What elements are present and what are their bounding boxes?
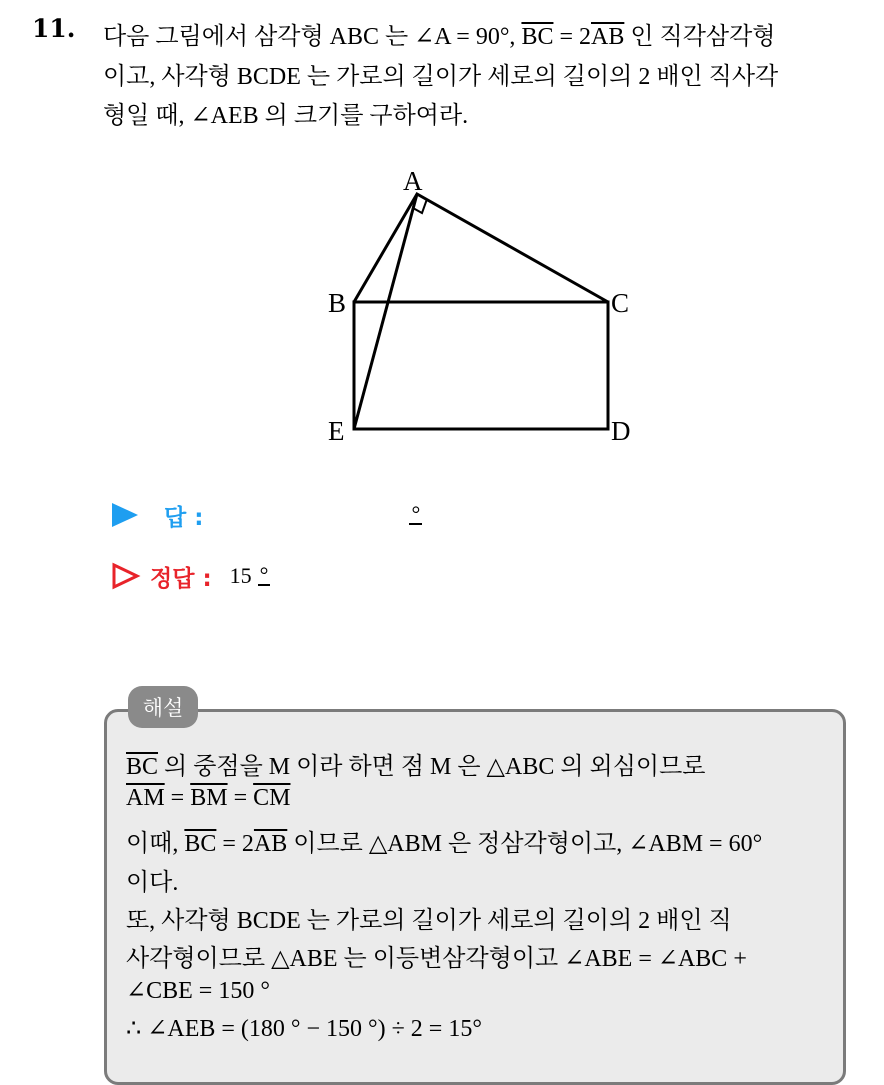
answer-label: 답 :: [164, 504, 204, 531]
segment-bc: $\overline{BC}$: [521, 24, 554, 50]
explanation-text: =: [227, 785, 254, 811]
label-e: E: [328, 416, 345, 446]
explanation-line-8: ∴ ∠AEB = (180 ° − 150 °) ÷ 2 = 15°: [126, 1016, 482, 1042]
label-a: A: [403, 166, 423, 196]
explanation-tab: 해설: [128, 686, 198, 728]
explanation-line-4: 이다.: [126, 870, 179, 896]
problem-line-1: [103, 16, 775, 51]
answer-unit: °: [411, 501, 421, 526]
explanation-line-7: ∠CBE = 150 °: [126, 978, 270, 1004]
play-triangle-filled-icon: [110, 500, 142, 530]
problem-line-3: 형일 때, ∠AEB 의 크기를 구하여라.: [103, 103, 469, 129]
explanation-text: 이므로 △ABM 은 정삼각형이고, ∠ABM = 60°: [287, 831, 763, 857]
label-b: B: [328, 288, 347, 318]
segment-ab: $\overline{AB}$: [591, 24, 625, 50]
solution-value: 15: [229, 563, 252, 588]
segment-ab: $\overline{AB}$: [253, 831, 288, 857]
play-triangle-outline-icon: [110, 561, 142, 591]
problem-text: 인 직각삼각형: [624, 24, 776, 50]
explanation-line-5: 또, 사각형 BCDE 는 가로의 길이가 세로의 길이의 2 배인 직: [126, 908, 732, 934]
segment-bc: $\overline{BC}$: [184, 831, 217, 857]
label-c: C: [611, 288, 630, 318]
segment-am: $\overline{AM}$: [126, 785, 165, 811]
explanation-text: = 2: [216, 831, 254, 857]
segment-bc: $\overline{BC}$: [126, 754, 159, 780]
segment-bm: $\overline{BM}$: [190, 785, 228, 811]
label-d: D: [611, 416, 631, 446]
problem-text: 다음 그림에서 삼각형 ABC 는 ∠A = 90°,: [103, 24, 522, 50]
question-number: 11.: [32, 14, 76, 43]
explanation-line-3: [126, 823, 762, 858]
problem-text: = 2: [553, 24, 591, 50]
solution-unit: °: [259, 562, 269, 587]
solution-label: 정답 :: [150, 565, 212, 592]
explanation-text: 의 중점을 M 이라 하면 점 M 은 △ABC 의 외심이므로: [158, 754, 706, 780]
explanation-line-6: 사각형이므로 △ABE 는 이등변삼각형이고 ∠ABE = ∠ABC +: [126, 946, 747, 972]
rectangle-bcde: [354, 302, 608, 429]
problem-line-2: 이고, 사각형 BCDE 는 가로의 길이가 세로의 길이의 2 배인 직사각: [103, 64, 779, 90]
explanation-text: =: [164, 785, 191, 811]
geometry-figure: [0, 150, 884, 450]
explanation-line-2: [126, 785, 290, 812]
answer-row: [110, 497, 422, 533]
explanation-line-1: [126, 746, 705, 781]
segment-cm: $\overline{CM}$: [253, 785, 291, 811]
solution-row: [110, 558, 270, 594]
segment-ae: [354, 194, 417, 429]
explanation-text: 이때,: [126, 831, 185, 857]
